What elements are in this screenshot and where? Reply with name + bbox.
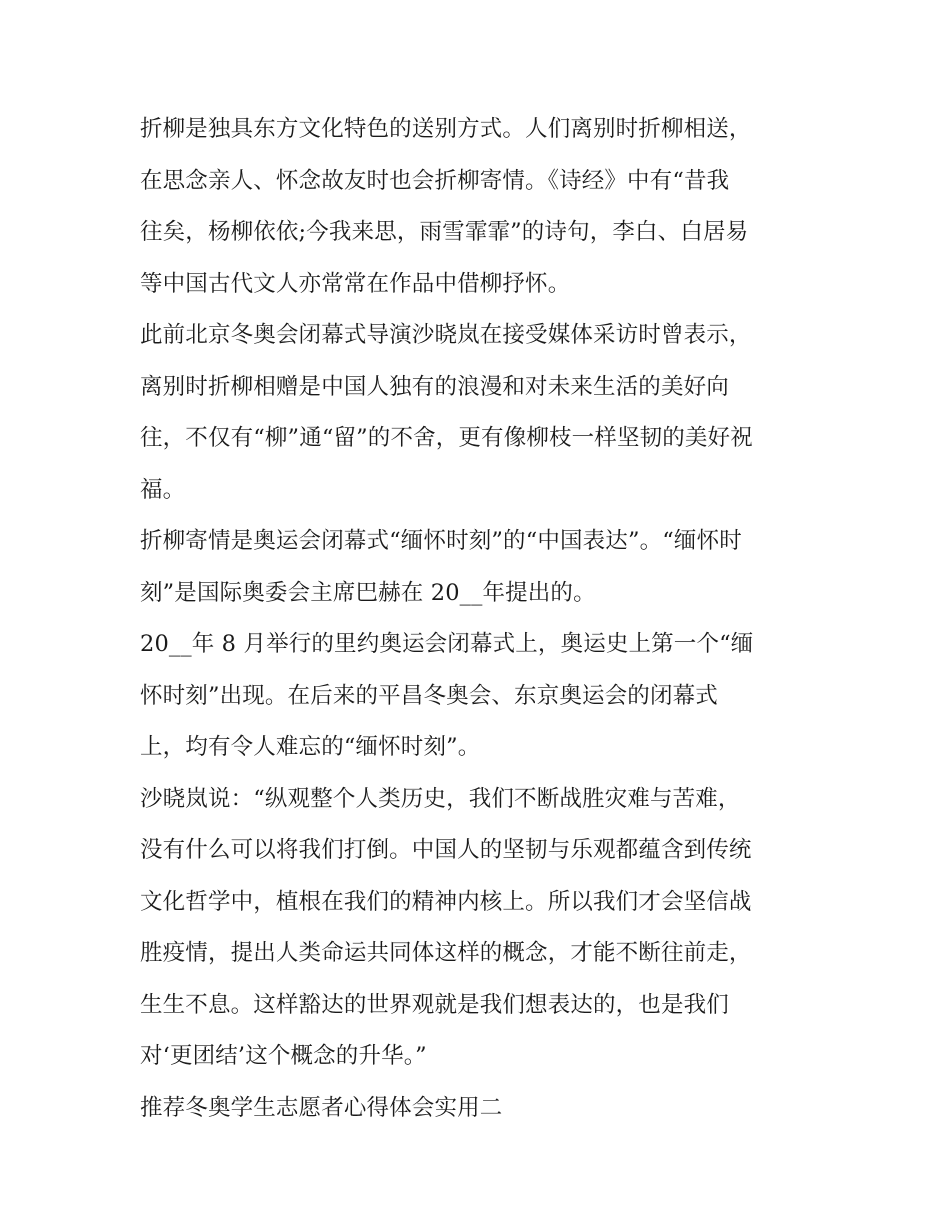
- text-line: 福。: [140, 476, 186, 503]
- text-line: 往矣，杨柳依依;今我来思，雨雪霏霏”的诗句，李白、白居易: [140, 219, 749, 245]
- section-heading: 推荐冬奥学生志愿者心得体会实用二: [140, 1094, 503, 1121]
- text-line: 折柳是独具东方文化特色的送别方式。人们离别时折柳相送，: [140, 116, 752, 142]
- text-line: 沙晓岚说：“纵观整个人类历史，我们不断战胜灾难与苦难，: [140, 785, 741, 812]
- document-body: [140, 104, 815, 1134]
- text-line: 胜疫情，提出人类命运共同体这样的概念，才能不断往前走，: [140, 940, 752, 966]
- text-line: 刻”是国际奥委会主席巴赫在 20__年提出的。: [140, 579, 596, 606]
- text-line: 折柳寄情是奥运会闭幕式“缅怀时刻”的“中国表达”。“缅怀时: [140, 528, 742, 554]
- text-line: 没有什么可以将我们打倒。中国人的坚韧与乐观都蕴含到传统: [140, 837, 752, 863]
- text-line: 此前北京冬奥会闭幕式导演沙晓岚在接受媒体采访时曾表示，: [140, 322, 752, 348]
- text-line: 上，均有令人难忘的“缅怀时刻”。: [140, 734, 481, 760]
- text-line: 在思念亲人、怀念故友时也会折柳寄情。《诗经》中有“昔我: [140, 167, 730, 194]
- text-line: 生生不息。这样豁达的世界观就是我们想表达的，也是我们: [140, 991, 729, 1018]
- text-line: 对‘更团结’这个概念的升华。”: [140, 1043, 427, 1069]
- text-line: 往，不仅有“柳”通“留”的不舍，更有像柳枝一样坚韧的美好祝: [140, 425, 753, 451]
- text-line: 离别时折柳相赠是中国人独有的浪漫和对未来生活的美好向: [140, 373, 729, 400]
- text-line: 文化哲学中，植根在我们的精神内核上。所以我们才会坚信战: [140, 888, 752, 915]
- text-line: 等中国古代文人亦常常在作品中借柳抒怀。: [140, 270, 571, 297]
- text-line: 怀时刻”出现。在后来的平昌冬奥会、东京奥运会的闭幕式: [140, 682, 718, 709]
- text-line: 20__年 8 月举行的里约奥运会闭幕式上，奥运史上第一个“缅: [140, 631, 754, 657]
